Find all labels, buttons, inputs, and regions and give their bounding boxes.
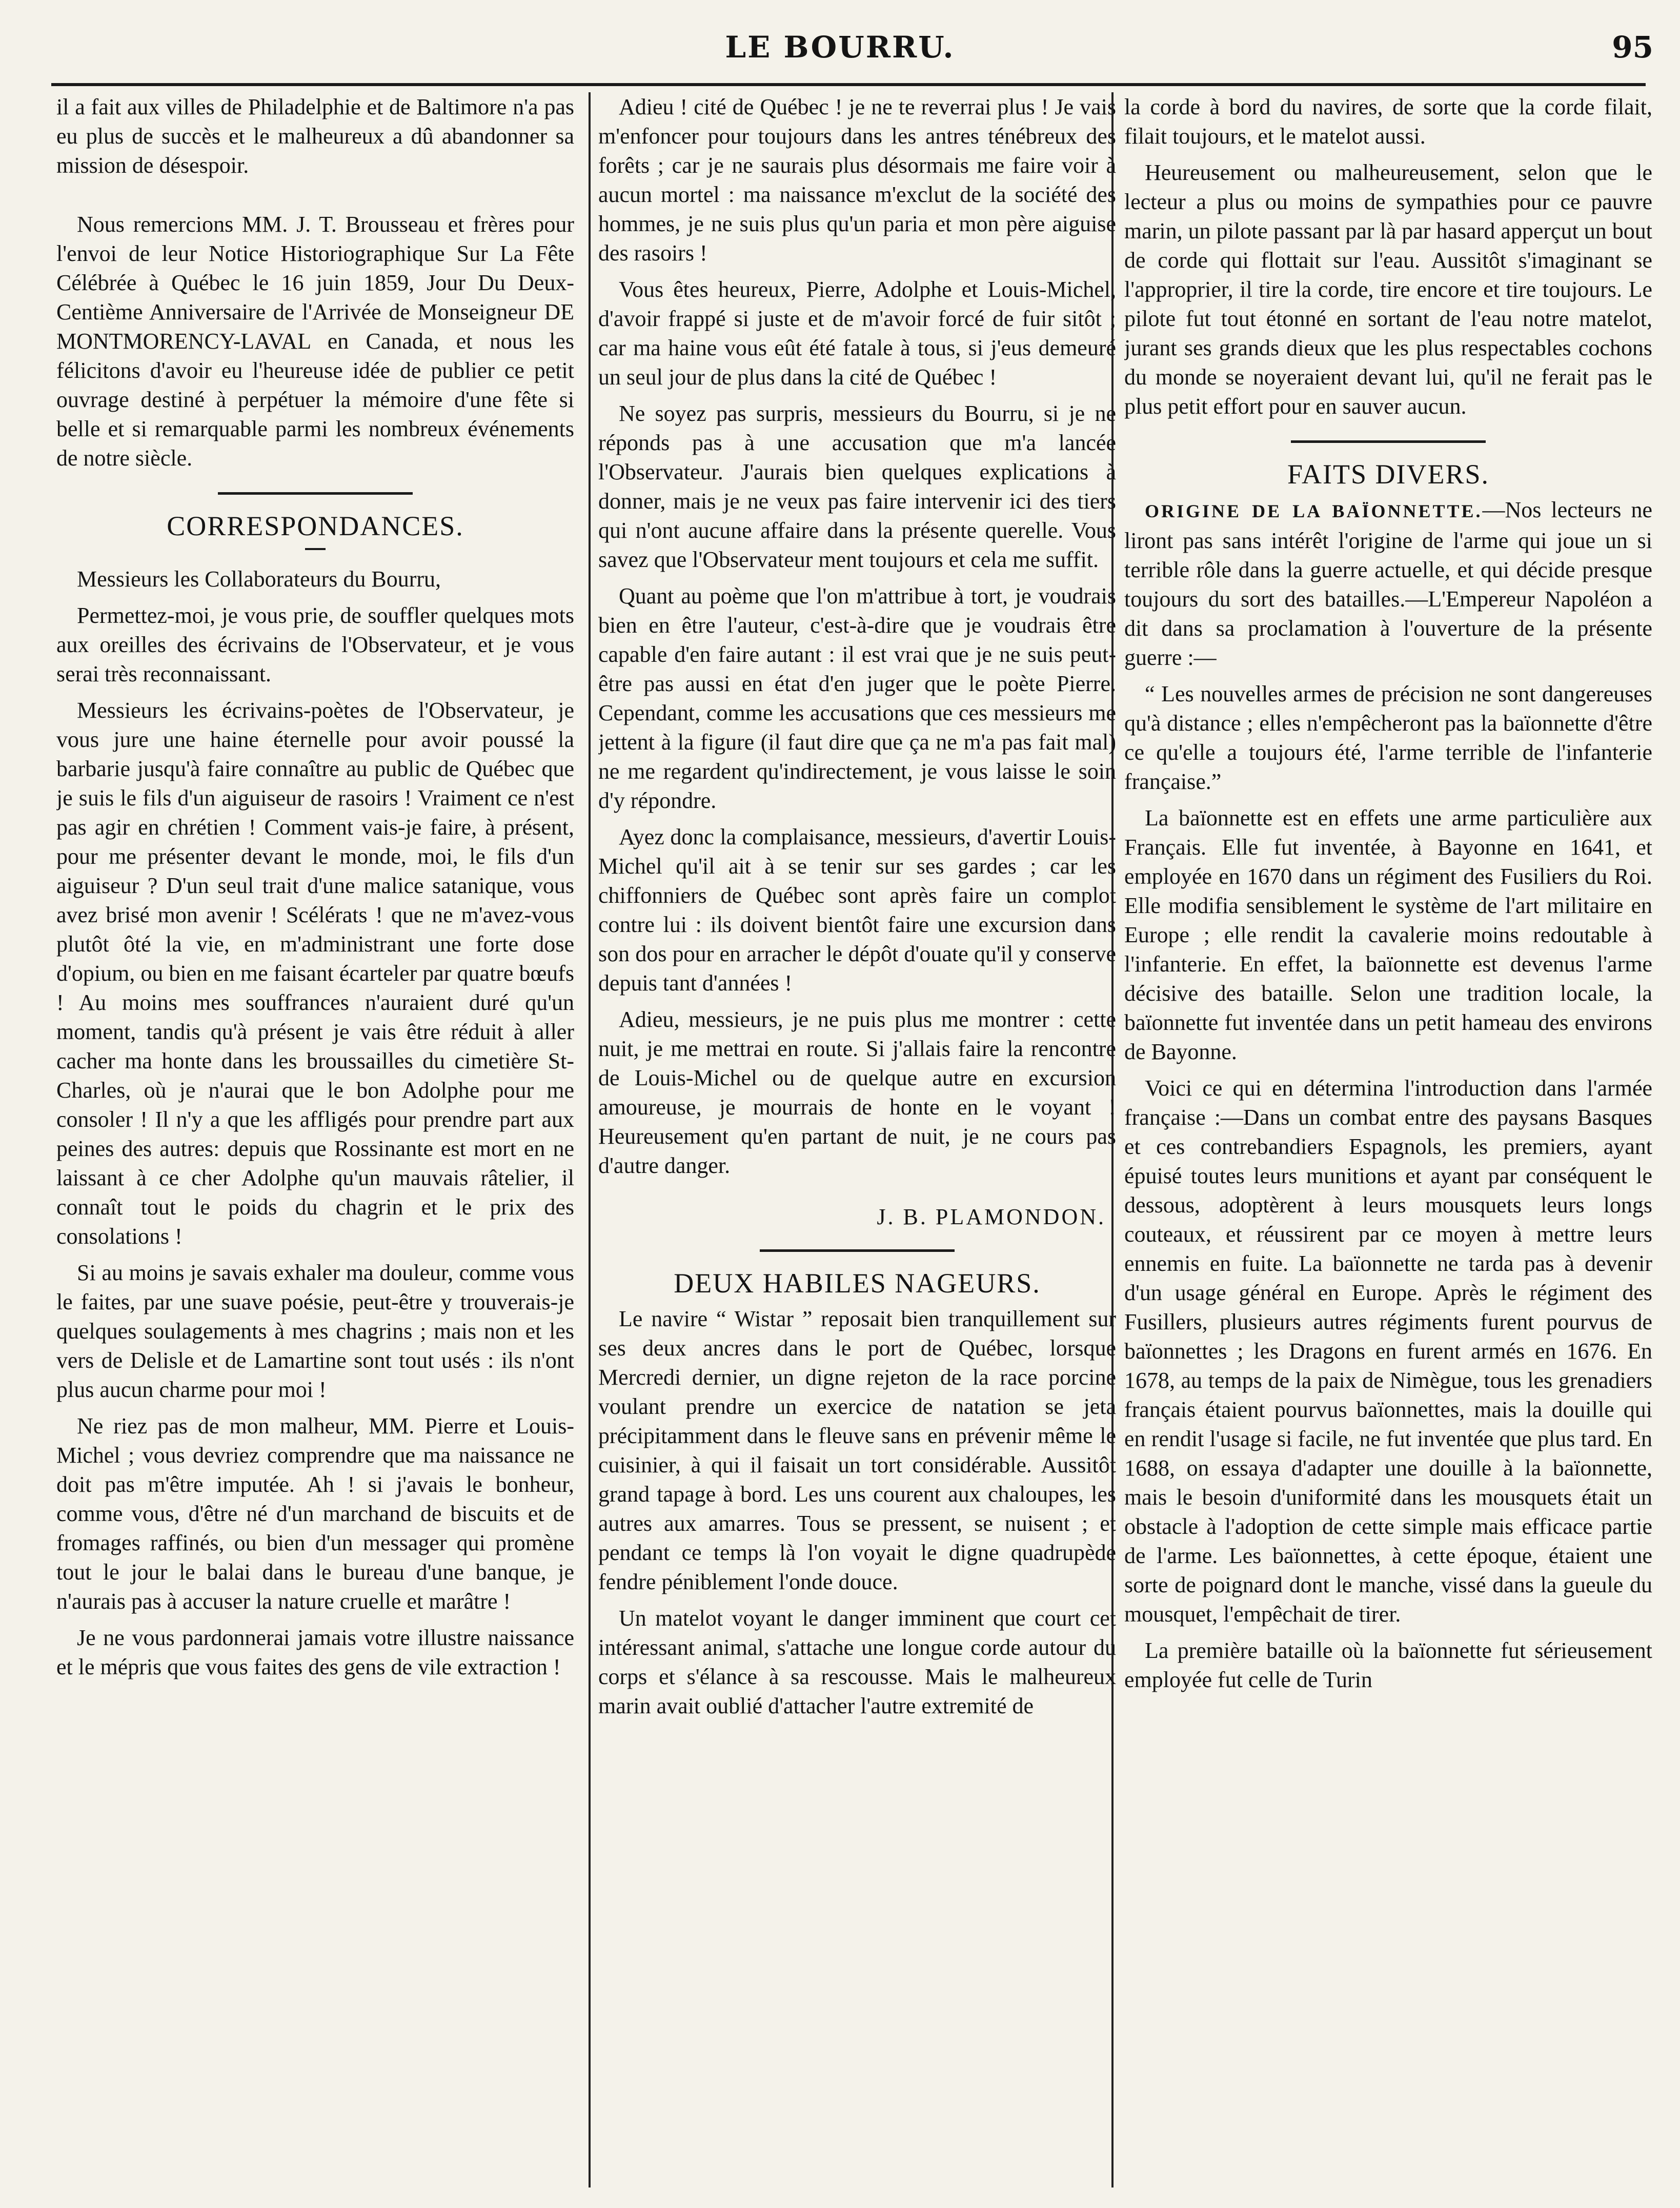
paragraph: Si au moins je savais exhaler ma douleur, comme vous le faites, par une suave poésie, peut-être y trouverais-je quelques soulagements à mes chagrins ; mais non et les vers de Delisle et de Lamartine sont tout usés : ils n'ont plus aucun charme pour moi ! <box>56 1260 574 1402</box>
paragraph: La première bataille où la baïonnette fut sérieusement employée fut celle de Turin <box>1124 1638 1652 1692</box>
paragraph: La baïonnette est en effets une arme particulière aux Français. Elle fut inventée, à Bayonne en 1641, et employée en 1670 dans un régiment des Fusiliers du Roi. Elle modifia sensiblement le système de l'art militaire en Europe ; elle rendit la cavalerie moins redoutable à l'infanterie. En effet, la baïonnette est devenus l'arme décisive des bataille. Selon une tradition locale, la baïonnette fut inventée dans un petit hameau des environs de Bayonne. <box>1124 805 1652 1064</box>
paragraph: Quant au poème que l'on m'attribue à tort, je voudrais bien en être l'auteur, c'est-à-dire que je voudrais être capable d'en faire autant : il est vrai que je ne suis peut-être pas aussi en état d'en juger que le poète Pierre. Cependant, comme les accusations que ces messieurs me jettent à la figure (il faut dire que ça ne m'a pas fait mal) ne me regardent qu'indirectement, je vous laisse le soin d'y répondre. <box>598 583 1116 813</box>
section-title: DEUX HABILES NAGEURS. <box>674 1268 1041 1299</box>
section-rule <box>218 492 413 495</box>
newspaper-title: LE BOURRU. <box>725 30 955 65</box>
column-1 <box>56 92 574 2187</box>
item-text: —Nos lecteurs ne liront pas sans intérêt l'origine de l'arme qui joue un si terrible rôle dans la guerre actuelle, et qui décide presque toujours du sort des batailles.—L'Empereur Napoléon a dit dans sa proclamation à l'ouverture de la présente guerre :— <box>1124 497 1652 670</box>
paragraph: Voici ce qui en détermina l'introduction dans l'armée française :—Dans un combat entre des paysans Basques et ces contrebandiers Espagnols, les premiers, ayant épuisé toutes leurs munitions et ayant par conséquent le dessous, adoptèrent à leurs mousquets leurs longs couteaux, et réussirent par ce moyen à mettre leurs ennemis en fuite. La baïonnette ne tarda pas à devenir d'un usage général en Europe. Après le régiment des Fusillers, plusieurs autres régiments furent pourvus de baïonnettes ; les Dragons en furent armés en 1676. En 1678, au temps de la paix de Nimègue, tous les grenadiers français étaient pourvus baïonnettes, mais la douille qui en rendit l'usage si facile, ne fut inventée que plus tard. En 1688, on essaya d'adapter une douille à la baïonnette, mais le besoin d'uniformité dans les mousquets était un obstacle à l'adoption de cette simple mais efficace partie de l'arme. Les baïonnettes, à cette époque, étaient une sorte de poignard dont le manche, vissé dans la gueule du mousquet, l'empêchait de tirer. <box>1124 1076 1652 1627</box>
column-divider <box>589 92 591 2187</box>
quote: “ Les nouvelles armes de précision ne sont dangereuses qu'à distance ; elles n'empêcheront pas la baïonnette d'être ce qu'elle a toujours été, l'arme terrible de l'infanterie française.” <box>1124 681 1652 794</box>
paragraph: Ne soyez pas surpris, messieurs du Bourru, si je ne réponds pas à une accusation que m'a lancée l'Observateur. J'aurais bien quelques explications à donner, mais je ne veux pas faire intervenir ici des tiers qui n'ont aucune affaire dans la présente querelle. Vous savez que l'Observateur ment toujours et cela me suffit. <box>598 401 1116 572</box>
paragraph: Messieurs les écrivains-poètes de l'Observateur, je vous jure une haine éternelle pour avoir poussé la barbarie jusqu'à faire connaître au public de Québec que je suis le fils d'un aiguiseur de rasoirs ! Vraiment ce n'est pas agir en chrétien ! Comment vais-je faire, à présent, pour me présenter devant le monde, moi, le fils d'un aiguiseur ? D'un seul trait d'une malice satanique, vous avez brisé mon avenir ! Scélérats ! que ne m'avez-vous plutôt ôté la vie, en m'administrant une forte dose d'opium, ou bien en me faisant écarteler par quatre bœufs ! Au moins mes souffrances n'auraient duré qu'un moment, tandis qu'à présent je vais être réduit à aller cacher ma honte dans les broussailles du cimetière St-Charles, où je n'aurai que le bon Adolphe pour me consoler ! Il n'y a que les affligés pour prendre part aux peines des autres: depuis que Rossinante est mort en ne laissant à ce cher Adolphe qu'un mauvais râtelier, il connaît tout le poids du chagrin et le prix des consolations ! <box>56 698 574 1249</box>
paragraph: Le navire “ Wistar ” reposait bien tranquillement sur ses deux ancres dans le port de Québec, lorsque Mercredi dernier, un digne rejeton de la race porcine voulant prendre un exercice de natation se jeta précipitamment dans le fleuve sans en prévenir même le cuisinier, à qui il faisait un tort considérable. Aussitôt grand tapage à bord. Les uns courent aux chaloupes, les autres aux amarres. Tous se pressent, se nuisent ; et pendant ce temps là l'on voyait le digne quadrupède fendre péniblement l'onde douce. <box>598 1306 1116 1594</box>
paragraph <box>1124 495 1652 672</box>
paragraph: Adieu ! cité de Québec ! je ne te reverrai plus ! Je vais m'enfoncer pour toujours dans les antres ténébreux des forêts ; car je ne saurais plus désormais me faire voir à aucun mortel : ma naissance m'exclut de la société des hommes, je ne suis plus qu'un paria et mon père aiguise des rasoirs ! <box>598 94 1116 266</box>
paragraph: Ayez donc la complaisance, messieurs, d'avertir Louis-Michel qu'il ait à se tenir sur ses gardes ; car les chiffonniers de Québec sont après faire un complot contre lui : ils doivent bientôt faire une excursion dans son dos pour en arracher le dépôt d'ouate qu'il y conserve depuis tant d'années ! <box>598 824 1116 996</box>
item-heading: ORIGINE DE LA BAÏONNETTE. <box>1145 501 1483 521</box>
signature: J. B. PLAMONDON. <box>877 1204 1106 1229</box>
title-dash <box>305 548 326 550</box>
page-header <box>0 0 1680 67</box>
section-title: FAITS DIVERS. <box>1287 459 1490 490</box>
page-number: 95 <box>1612 30 1653 65</box>
salutation: Messieurs les Collaborateurs du Bourru, <box>77 566 441 592</box>
paragraph: Permettez-moi, je vous prie, de souffler quelques mots aux oreilles des écrivains de l'Observateur, et je vous serai très reconnaissant. <box>56 603 574 686</box>
paragraph: Heureusement ou malheureusement, selon que le lecteur a plus ou moins de sympathies pour ce pauvre marin, un pilote passant par là par hasard apperçut un bout de corde qui flottait sur l'eau. Aussitôt s'imaginant se l'approprier, il tire la corde, tire encore et tire toujours. Le pilote fut tout étonné en sortant de l'eau notre matelot, jurant ses grands dieux que les plus respectables cochons du monde se noyeraient devant lui, qu'il ne ferait pas le plus petit effort pour en sauver aucun. <box>1124 160 1652 419</box>
column-3 <box>1124 92 1652 2187</box>
paragraph: Adieu, messieurs, je ne puis plus me montrer : cette nuit, je me mettrai en route. Si j'allais faire la rencontre de Louis-Michel ou de quelque autre en excursion amoureuse, je mourrais de honte en le voyant ! Heureusement qu'en partant de nuit, je ne cours pas d'autre danger. <box>598 1007 1116 1178</box>
header-rule <box>51 83 1646 86</box>
paragraph: la corde à bord du navires, de sorte que la corde filait, filait toujours, et le matelot aussi. <box>1124 94 1652 149</box>
section-rule <box>1291 440 1486 443</box>
paragraph: Je ne vous pardonnerai jamais votre illustre naissance et le mépris que vous faites des gens de vile extraction ! <box>56 1625 574 1679</box>
paragraph: Vous êtes heureux, Pierre, Adolphe et Louis-Michel, d'avoir frappé si juste et de m'avoir forcé de fuir sitôt ; car ma haine vous eût été fatale à tous, si j'eus demeuré un seul jour de plus dans la cité de Québec ! <box>598 277 1116 390</box>
section-title: CORRESPONDANCES. <box>167 511 464 541</box>
column-2 <box>598 92 1116 2187</box>
section-rule <box>760 1249 955 1252</box>
paragraph: Un matelot voyant le danger imminent que court cet intéressant animal, s'attache une longue corde autour du corps et s'élance à sa rescousse. Mais le malheureux marin avait oublié d'attacher l'autre extremité de <box>598 1606 1116 1718</box>
paragraph: Ne riez pas de mon malheur, MM. Pierre et Louis-Michel ; vous devriez comprendre que ma naissance ne doit pas m'être imputée. Ah ! si j'avais le bonheur, comme vous, d'être né d'un marchand de biscuits et de fromages raffinés, ou bien d'un messager qui promène tout le jour le balai dans le bureau d'une banque, je n'aurais pas à accuser la nature cruelle et marâtre ! <box>56 1413 574 1614</box>
paragraph: Nous remercions MM. J. T. Brousseau et frères pour l'envoi de leur Notice Historiographique Sur La Fête Célébrée à Québec le 16 juin 1859, Jour Du Deux-Centième Anniversaire de l'Arrivée de Monseigneur DE MONTMORENCY-LAVAL en Canada, et nous les félicitons d'avoir eu l'heureuse idée de publier ce petit ouvrage destiné à perpétuer la mémoire d'une fête si belle et si remarquable parmi les nombreux événements de notre siècle. <box>56 212 574 471</box>
paragraph: il a fait aux villes de Philadelphie et de Baltimore n'a pas eu plus de succès et le malheureux a dû abandonner sa mission de désespoir. <box>56 94 574 178</box>
